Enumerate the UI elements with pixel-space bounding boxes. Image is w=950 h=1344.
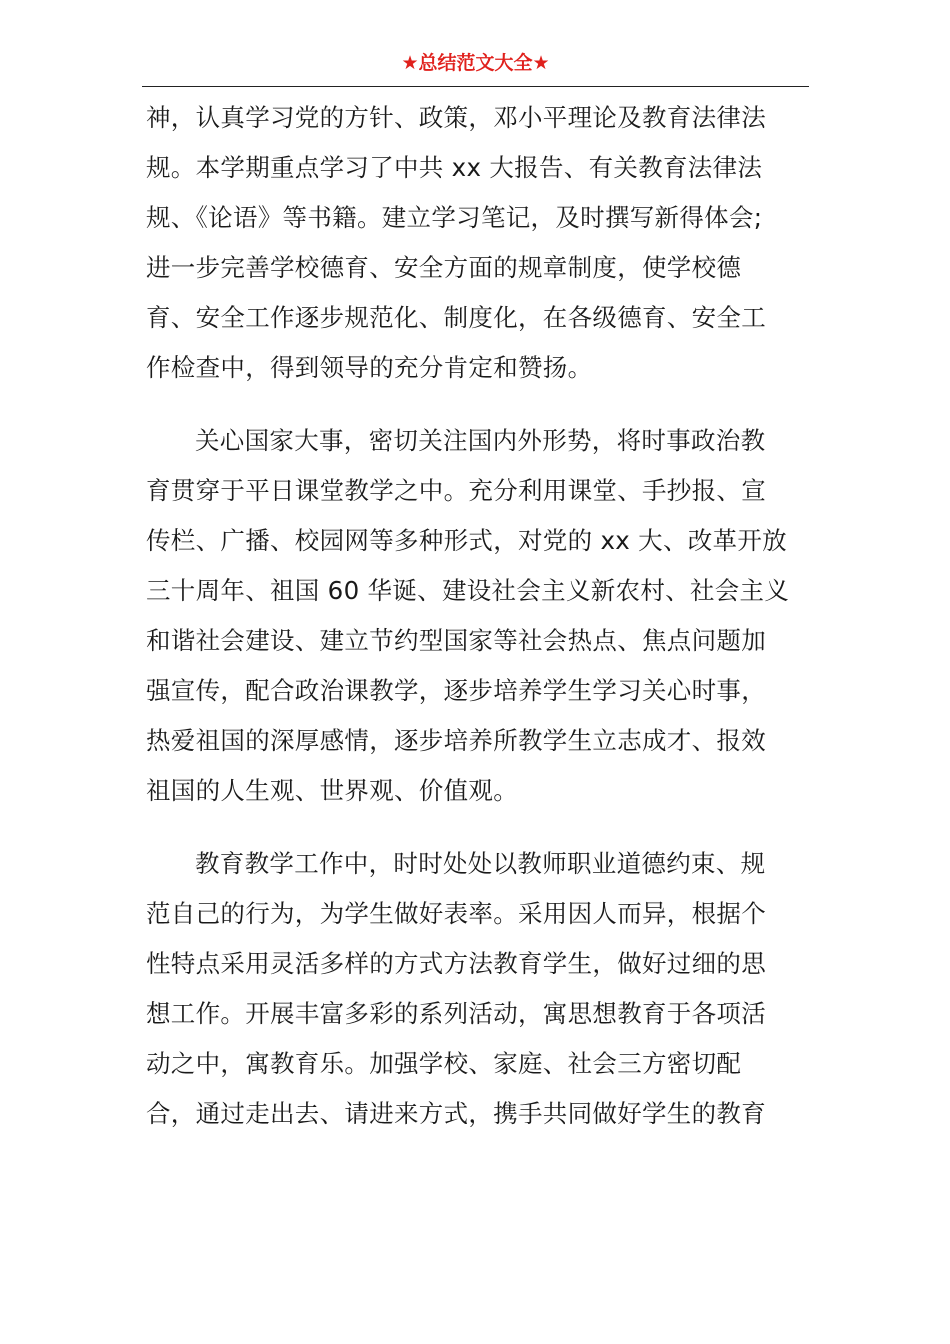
text-line: 传栏、广播、校园网等多种形式，对党的 xx 大、改革开放 xyxy=(146,526,787,555)
text-line: 和谐社会建设、建立节约型国家等社会热点、焦点问题加 xyxy=(146,626,766,655)
text-line: 性特点采用灵活多样的方式方法教育学生，做好过细的思 xyxy=(146,949,766,978)
paragraph-spacer xyxy=(146,393,806,416)
text-line: 祖国的人生观、世界观、价值观。 xyxy=(146,776,518,805)
text-line: 神，认真学习党的方针、政策，邓小平理论及教育法律法 xyxy=(146,103,766,132)
text-line: 范自己的行为，为学生做好表率。采用因人而异，根据个 xyxy=(146,899,766,928)
text-line: 强宣传，配合政治课教学，逐步培养学生学习关心时事， xyxy=(146,676,766,705)
text-line: 育、安全工作逐步规范化、制度化，在各级德育、安全工 xyxy=(146,303,766,332)
text-line: 想工作。开展丰富多彩的系列活动，寓思想教育于各项活 xyxy=(146,999,766,1028)
header-divider xyxy=(142,86,809,87)
text-line: 热爱祖国的深厚感情，逐步培养所教学生立志成才、报效 xyxy=(146,726,766,755)
paragraph-2 xyxy=(146,416,806,816)
text-line: 三十周年、祖国 60 华诞、建设社会主义新农村、社会主义 xyxy=(146,576,790,605)
text-line: 动之中，寓教育乐。加强学校、家庭、社会三方密切配 xyxy=(146,1049,742,1078)
paragraph-3 xyxy=(146,839,806,1139)
page-header-title: ★总结范文大全★ xyxy=(401,52,550,74)
text-line: 规。本学期重点学习了中共 xx 大报告、有关教育法律法 xyxy=(146,153,763,182)
text-line: 规、《论语》等书籍。建立学习笔记，及时撰写新得体会; xyxy=(146,203,763,232)
document-body xyxy=(146,93,806,1139)
paragraph-spacer xyxy=(146,816,806,839)
text-line: 作检查中，得到领导的充分肯定和赞扬。 xyxy=(146,353,593,382)
text-line: 关心国家大事，密切关注国内外形势，将时事政治教 xyxy=(195,426,766,455)
text-line: 合，通过走出去、请进来方式，携手共同做好学生的教育 xyxy=(146,1099,766,1128)
text-line: 教育教学工作中，时时处处以教师职业道德约束、规 xyxy=(195,849,766,878)
text-line: 进一步完善学校德育、安全方面的规章制度，使学校德 xyxy=(146,253,742,282)
text-line: 育贯穿于平日课堂教学之中。充分利用课堂、手抄报、宣 xyxy=(146,476,766,505)
paragraph-1 xyxy=(146,93,806,393)
